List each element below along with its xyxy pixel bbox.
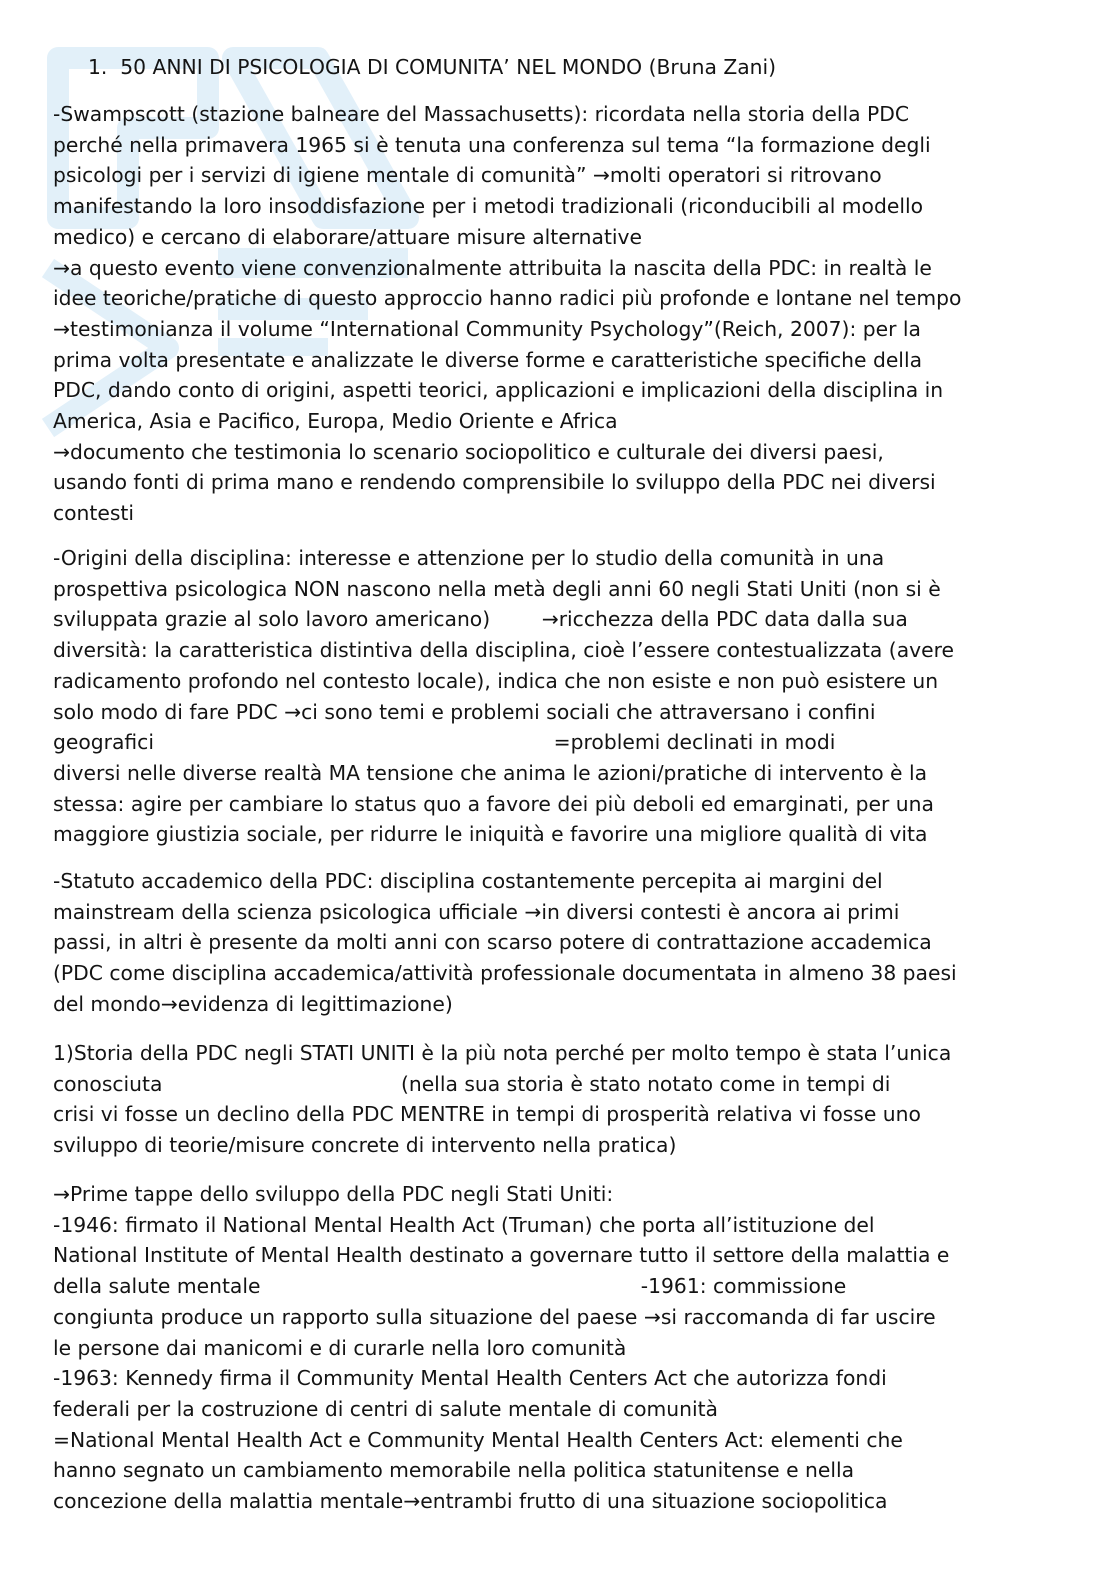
text-line: le persone dai manicomi e di curarle nella loro comunità <box>53 1335 627 1360</box>
text-line: diversità: la caratteristica distintiva della disciplina, cioè l’essere contestualizzata (avere <box>53 638 954 663</box>
text-line: usando fonti di prima mano e rendendo comprensibile lo sviluppo della PDC nei diversi <box>53 470 936 495</box>
text-line: idee teoriche/pratiche di questo approccio hanno radici più profonde e lontane nel tempo <box>53 286 962 311</box>
text-line: del mondo→evidenza di legittimazione) <box>53 991 453 1016</box>
text-line: sviluppo di teorie/misure concrete di intervento nella pratica) <box>53 1133 677 1158</box>
text-line: -Origini della disciplina: interesse e attenzione per lo studio della comunità in una <box>53 546 885 570</box>
paragraph-origini <box>53 543 1063 850</box>
text-line: geografici =problemi declinati in modi <box>53 730 836 755</box>
text-line: →testimonianza il volume “International Community Psychology”(Reich, 2007): per la <box>53 316 921 341</box>
text-line: conosciuta (nella sua storia è stato notato come in tempi di <box>53 1071 891 1096</box>
text-line: (PDC come disciplina accademica/attività professionale documentata in almeno 38 paesi <box>53 961 957 986</box>
text-line: 1)Storia della PDC negli STATI UNITI è la più nota perché per molto tempo è stata l’unica <box>53 1041 952 1065</box>
text-line: crisi vi fosse un declino della PDC MENTRE in tempi di prosperità relativa vi fosse uno <box>53 1102 921 1127</box>
paragraph-swampscott <box>53 99 1063 529</box>
text-line: PDC, dando conto di origini, aspetti teorici, applicazioni e implicazioni della disciplina in <box>53 378 944 403</box>
text-line: manifestando la loro insoddisfazione per i metodi tradizionali (riconducibili al modello <box>53 194 923 219</box>
text-line: -Swampscott (stazione balneare del Massachusetts): ricordata nella storia della PDC <box>53 102 910 126</box>
text-line: -1946: firmato il National Mental Health Act (Truman) che porta all’istituzione del <box>53 1212 875 1237</box>
document-heading: 1. 50 ANNI DI PSICOLOGIA DI COMUNITA’ NEL MONDO (Bruna Zani) <box>88 55 777 79</box>
text-line: psicologi per i servizi di igiene mentale di comunità” →molti operatori si ritrovano <box>53 163 882 188</box>
text-line: prospettiva psicologica NON nascono nella metà degli anni 60 negli Stati Uniti (non si è <box>53 576 941 601</box>
text-line: mainstream della scienza psicologica ufficiale →in diversi contesti è ancora ai primi <box>53 899 900 924</box>
text-line: -1963: Kennedy firma il Community Mental Health Centers Act che autorizza fondi <box>53 1366 887 1391</box>
text-line: perché nella primavera 1965 si è tenuta una conferenza sul tema “la formazione degli <box>53 132 931 157</box>
text-line: National Institute of Mental Health destinato a governare tutto il settore della malattia e <box>53 1243 950 1268</box>
text-line: concezione della malattia mentale→entrambi frutto di una situazione sociopolitica <box>53 1489 888 1514</box>
text-line: stessa: agire per cambiare lo status quo a favore dei più deboli ed emarginati, per una <box>53 791 934 816</box>
paragraph-prime-tappe <box>53 1179 1063 1517</box>
paragraph-storia-usa <box>53 1038 1063 1161</box>
text-line: congiunta produce un rapporto sulla situazione del paese →si raccomanda di far uscire <box>53 1304 936 1329</box>
paragraph-statuto <box>53 866 1063 1020</box>
text-line: →Prime tappe dello sviluppo della PDC negli Stati Uniti: <box>53 1182 614 1206</box>
text-line: =National Mental Health Act e Community Mental Health Centers Act: elementi che <box>53 1427 903 1452</box>
text-line: →a questo evento viene convenzionalmente attribuita la nascita della PDC: in realtà le <box>53 255 932 280</box>
text-line: solo modo di fare PDC →ci sono temi e problemi sociali che attraversano i confini <box>53 699 876 724</box>
text-line: prima volta presentate e analizzate le diverse forme e caratteristiche specifiche della <box>53 347 923 372</box>
text-line: passi, in altri è presente da molti anni con scarso potere di contrattazione accademica <box>53 930 932 955</box>
text-line: federali per la costruzione di centri di salute mentale di comunità <box>53 1396 718 1421</box>
text-line: medico) e cercano di elaborare/attuare misure alternative <box>53 224 643 249</box>
text-line: sviluppata grazie al solo lavoro americano) →ricchezza della PDC data dalla sua <box>53 607 908 632</box>
text-line: →documento che testimonia lo scenario sociopolitico e culturale dei diversi paesi, <box>53 439 884 464</box>
text-line: della salute mentale -1961: commissione <box>53 1274 847 1299</box>
text-line: hanno segnato un cambiamento memorabile nella politica statunitense e nella <box>53 1458 855 1483</box>
text-line: radicamento profondo nel contesto locale), indica che non esiste e non può esistere un <box>53 668 939 693</box>
text-line: maggiore giustizia sociale, per ridurre le iniquità e favorire una migliore qualità di vita <box>53 822 928 847</box>
text-line: diversi nelle diverse realtà MA tensione che anima le azioni/pratiche di intervento è la <box>53 760 928 785</box>
text-line: -Statuto accademico della PDC: disciplina costantemente percepita ai margini del <box>53 869 883 893</box>
text-line: contesti <box>53 501 134 526</box>
text-line: America, Asia e Pacifico, Europa, Medio Oriente e Africa <box>53 409 618 434</box>
